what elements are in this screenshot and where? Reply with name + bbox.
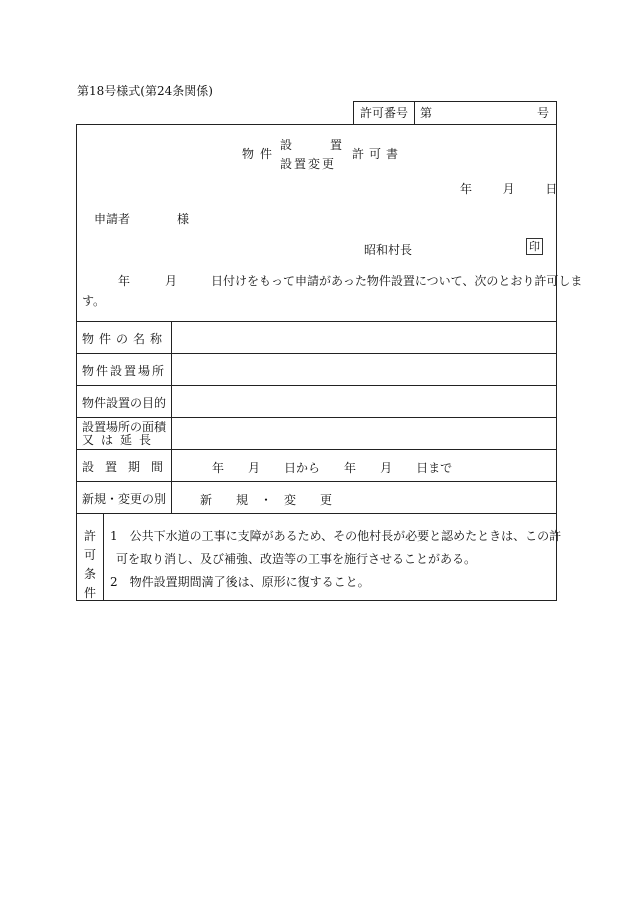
column-divider (171, 321, 172, 513)
row-divider (76, 417, 557, 418)
issue-date-year: 年 (460, 182, 473, 196)
row-label-location: 物件設置場所 (82, 364, 167, 378)
period-end-day: 日まで (416, 461, 453, 475)
applicant-label: 申請者 (94, 212, 131, 226)
issue-date-month: 月 (502, 182, 515, 196)
row-divider (76, 353, 557, 354)
title-variant-bottom: 設置変更 (280, 157, 337, 171)
conditions-label: 許可条件 (83, 529, 96, 600)
period-start-month: 月 (248, 461, 261, 475)
table-top-line (76, 321, 557, 322)
permit-number-label: 許可番号 (354, 102, 415, 124)
conditions-divider (103, 513, 104, 600)
condition-2: 2 物件設置期間満了後は、原形に復すること。 (110, 575, 370, 589)
form-number: 第18号様式(第24条関係) (77, 84, 213, 98)
body-text-line1 (118, 272, 582, 289)
period-start-year: 年 (212, 461, 225, 475)
title-variant-top-right: 置 (329, 138, 342, 152)
row-label-purpose: 物件設置の目的 (82, 396, 167, 410)
row-label-area-line2: 又は延長 (82, 433, 159, 447)
body-year: 年 (118, 274, 131, 288)
period-end-month: 月 (380, 461, 393, 475)
permit-number-suffix: 号 (536, 106, 549, 120)
title-variant-top-left: 設 (280, 138, 293, 152)
title-part2: 許可書 (352, 147, 404, 161)
row-divider (76, 513, 557, 514)
row-label-new-change: 新規・変更の別 (82, 492, 167, 506)
period-value (212, 459, 452, 476)
title-part1: 物件 (242, 147, 279, 161)
row-label-area-line1: 設置場所の面積 (82, 420, 167, 434)
seal-mark: 印 (526, 238, 543, 255)
body-rest: 日付けをもって申請があった物件設置について、次のとおり許可しま (211, 274, 583, 288)
period-end-year: 年 (344, 461, 357, 475)
period-start-day: 日から (284, 461, 321, 475)
issue-date (460, 180, 557, 197)
applicant-honorific: 様 (177, 212, 190, 226)
issuer-name: 昭和村長 (364, 243, 413, 257)
condition-1-line1: 1 公共下水道の工事に支障があるため、その他村長が必要と認めたときは、この許 (110, 529, 562, 543)
row-label-period: 設置期間 (82, 460, 175, 474)
permit-number-prefix: 第 (420, 106, 433, 120)
row-divider (76, 481, 557, 482)
new-change-value: 新 規 ・ 変 更 (200, 493, 333, 507)
row-divider (76, 385, 557, 386)
body-text-line2: す。 (82, 294, 106, 308)
row-divider (76, 449, 557, 450)
issue-date-day: 日 (545, 182, 558, 196)
condition-1-line2: 可を取り消し、及び補強、改造等の工事を施行させることがある。 (116, 552, 477, 566)
row-label-area (82, 421, 166, 447)
permit-number-box (353, 101, 557, 125)
row-label-name: 物件の名称 (82, 332, 168, 346)
body-month: 月 (165, 274, 178, 288)
title-variant (280, 136, 342, 172)
